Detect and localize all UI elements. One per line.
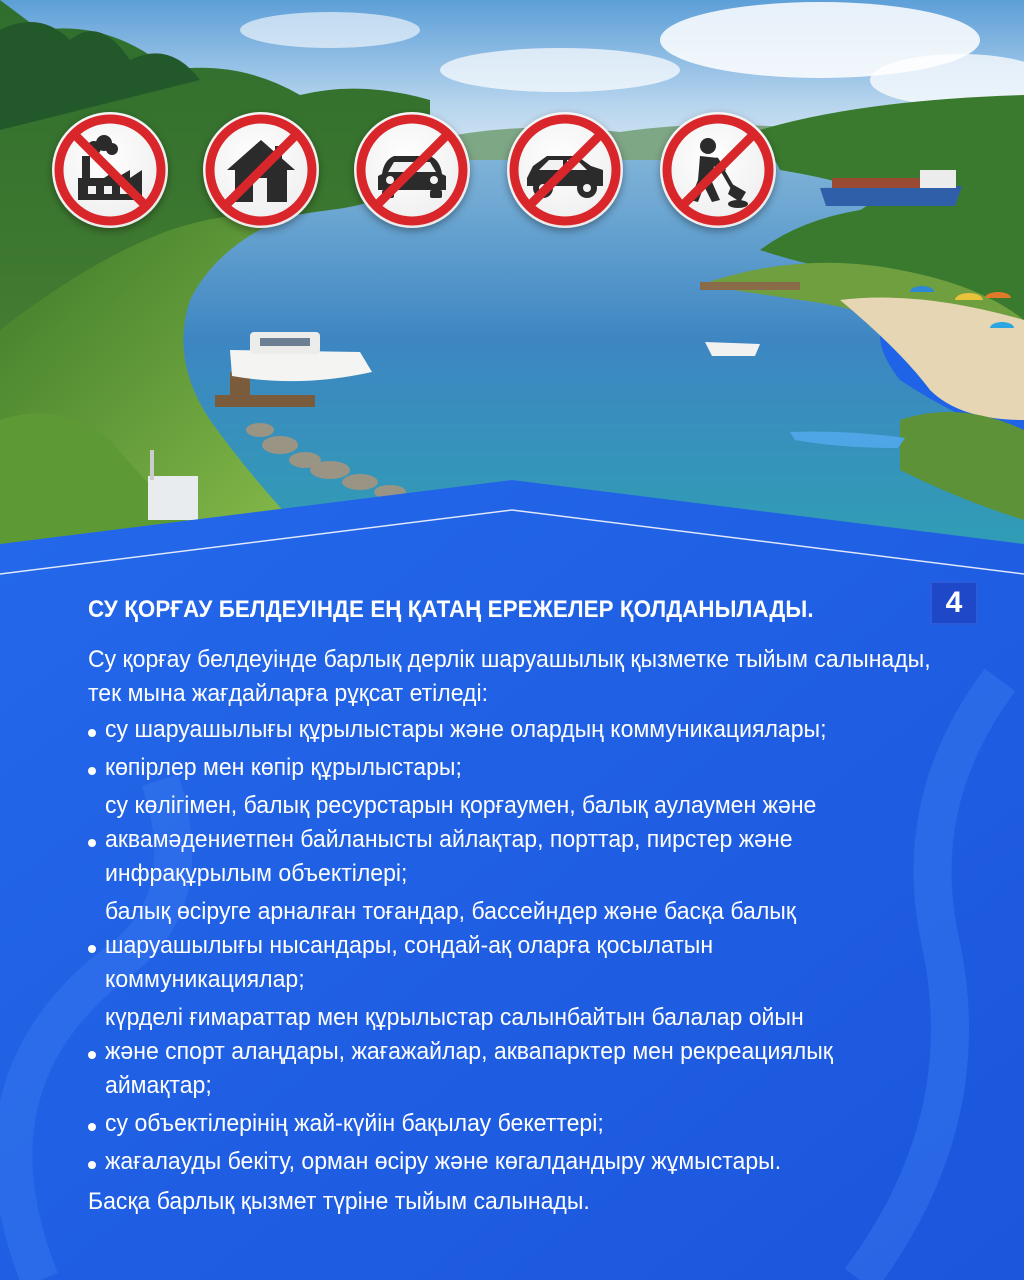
factory-prohibited-icon [52,112,168,228]
allowed-activities-list [88,713,988,1179]
bullet-icon [88,767,96,775]
bullet-icon [88,839,96,847]
house-prohibited-icon [203,112,319,228]
bullet-icon [88,1051,96,1059]
list-item: су шаруашылығы құрылыстары және олардың коммуникациялары; [88,713,988,747]
bullet-icon [88,1123,96,1131]
body-text [88,643,988,1219]
digging-worker-prohibited-icon [660,112,776,228]
bullet-icon [88,1161,96,1169]
list-item: көпірлер мен көпір құрылыстары; [88,751,988,785]
prohibition-signs-row [0,0,1024,260]
intro-paragraph: Су қорғау белдеуінде барлық дерлік шаруашылық қызметке тыйым салынады, тек мына жағдайларға рұқсат етіледі: [88,646,931,707]
list-item: су объектілерінің жай-күйін бақылау бекеттері; [88,1107,988,1141]
list-item: күрделі ғимараттар мен құрылыстар салынбайтын балалар ойын және спорт алаңдары, жағажайлар, аквапарктер мен рекреациялық аймақтар; [88,1001,988,1103]
list-item: жағалауды бекіту, орман өсіру және көгалдандыру жұмыстары. [88,1145,988,1179]
car-prohibited-icon [354,112,470,228]
list-item: су көлігімен, балық ресурстарын қорғаумен, балық аулаумен және аквамәдениетпен байланысты айлақтар, порттар, пирстер және инфрақұрылым объектілері; [88,789,988,891]
bullet-icon [88,729,96,737]
car-prohibited-icon [507,112,623,228]
bullet-icon [88,945,96,953]
closing-paragraph: Басқа барлық қызмет түріне тыйым салынады. [88,1188,590,1215]
list-item: балық өсіруге арналған тоғандар, бассейндер және басқа балық шаруашылығы нысандары, сондай-ақ оларға қосылатын коммуникациялар; [88,895,988,997]
page-number-badge: 4 [930,581,978,625]
section-heading: СУ ҚОРҒАУ БЕЛДЕУІНДЕ ЕҢ ҚАТАҢ ЕРЕЖЕЛЕР ҚОЛДАНЫЛАДЫ. [88,596,814,623]
